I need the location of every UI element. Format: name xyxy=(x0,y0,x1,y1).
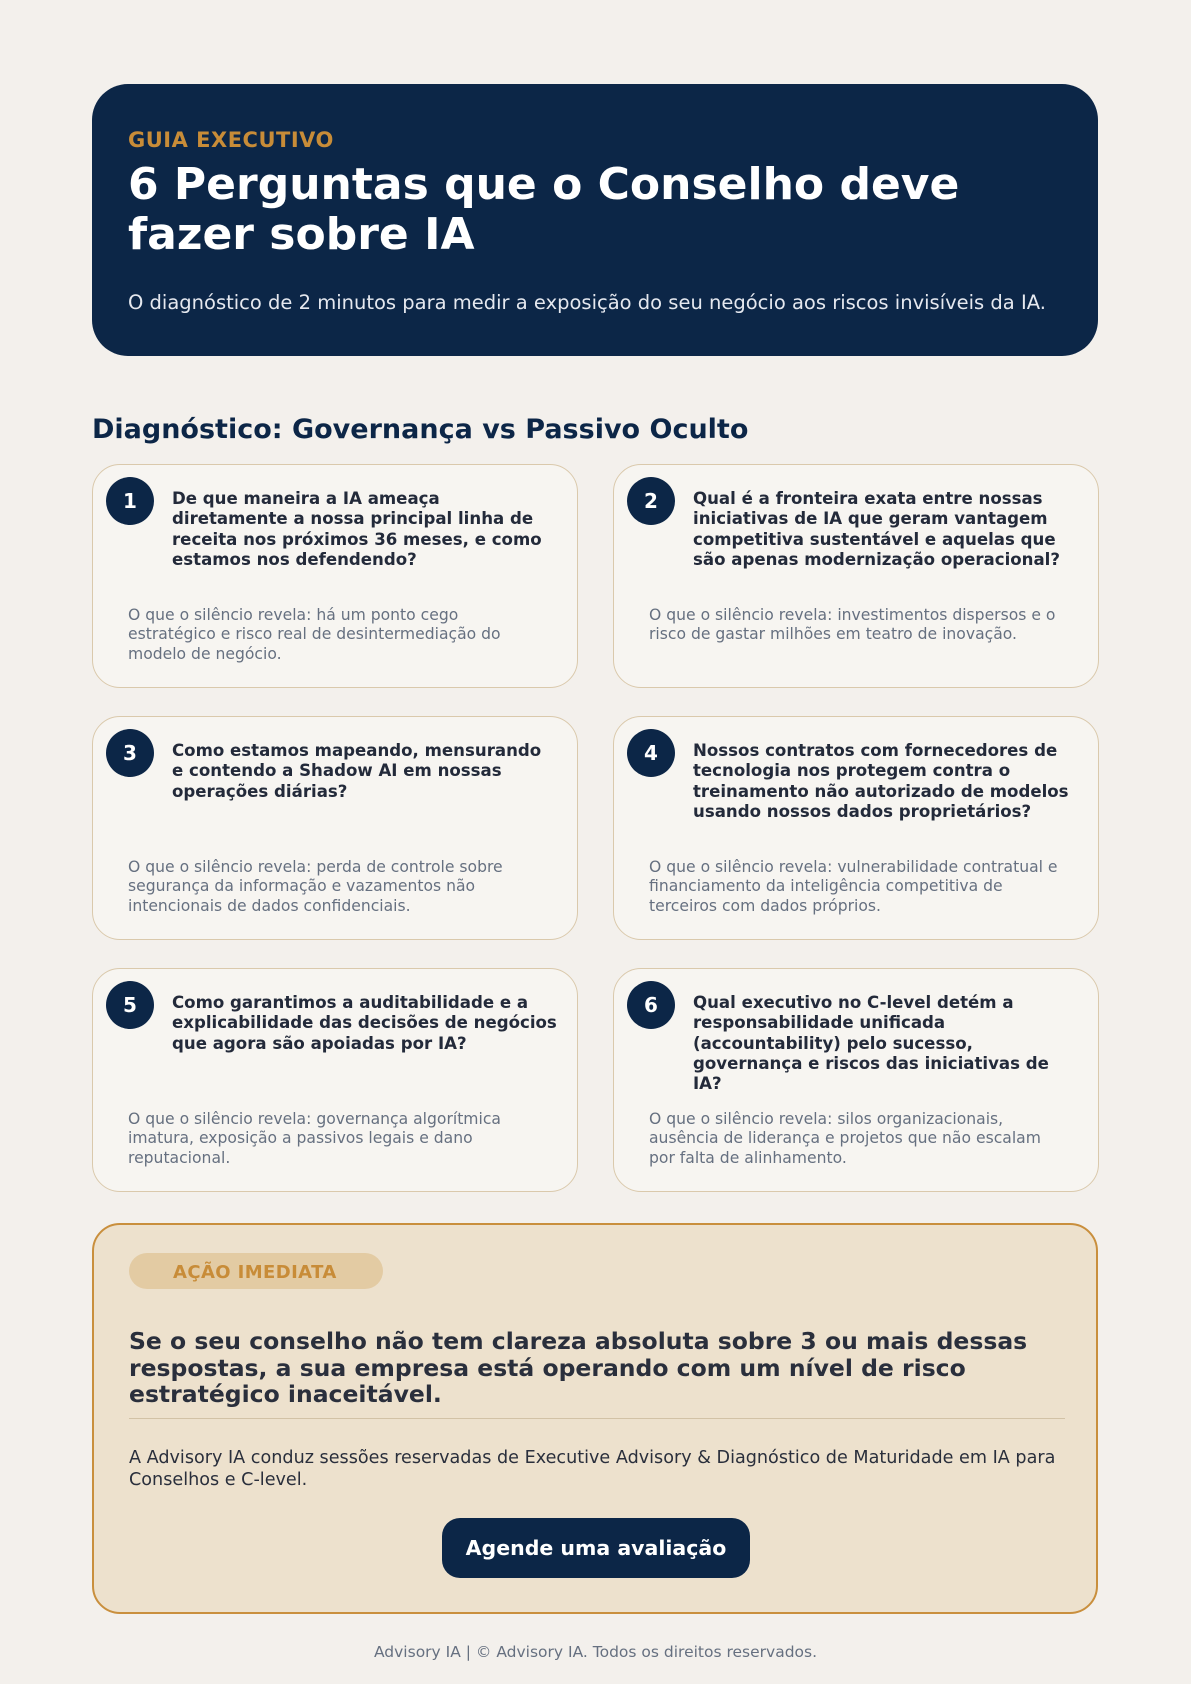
question-text: Qual executivo no C-level detém a responsabilidade unificada (accountability) pelo sucesso, governança e riscos das iniciativas de IA? xyxy=(693,993,1049,1094)
divider xyxy=(129,1418,1065,1419)
question-card-2 xyxy=(613,464,1099,688)
question-number-badge: 2 xyxy=(627,477,675,525)
hero-banner xyxy=(92,84,1098,356)
immediate-action-panel xyxy=(92,1223,1098,1614)
question-text: Qual é a fronteira exata entre nossas iniciativas de IA que geram vantagem competitiva sustentável e aquelas que são apenas modernização operacional? xyxy=(693,489,1060,569)
question-text: Nossos contratos com fornecedores de tecnologia nos protegem contra o treinamento não autorizado de modelos usando nossos dados proprietários? xyxy=(693,741,1069,821)
silence-insight: O que o silêncio revela: perda de controle sobre segurança da informação e vazamentos não intencionais de dados confidenciais. xyxy=(128,858,503,915)
question-number-badge: 3 xyxy=(106,729,154,777)
immediate-action-badge: AÇÃO IMEDIATA xyxy=(129,1253,383,1289)
schedule-evaluation-button[interactable]: Agende uma avaliação xyxy=(442,1518,750,1578)
hero-eyebrow: GUIA EXECUTIVO xyxy=(128,128,334,152)
question-text: Como garantimos a auditabilidade e a explicabilidade das decisões de negócios que agora são apoiadas por IA? xyxy=(172,993,557,1053)
silence-insight: O que o silêncio revela: governança algorítmica imatura, exposição a passivos legais e dano reputacional. xyxy=(128,1110,501,1167)
page-title: 6 Perguntas que o Conselho deve fazer sobre IA xyxy=(128,159,960,260)
silence-insight: O que o silêncio revela: vulnerabilidade contratual e financiamento da inteligência competitiva de terceiros com dados próprios. xyxy=(649,858,1058,915)
question-card-1 xyxy=(92,464,578,688)
question-card-6 xyxy=(613,968,1099,1192)
cta-headline: Se o seu conselho não tem clareza absoluta sobre 3 ou mais dessas respostas, a sua empresa está operando com um nível de risco estratégico inaceitável. xyxy=(129,1327,1028,1408)
question-number-badge: 1 xyxy=(106,477,154,525)
silence-insight: O que o silêncio revela: silos organizacionais, ausência de liderança e projetos que não escalam por falta de alinhamento. xyxy=(649,1110,1041,1167)
question-text: Como estamos mapeando, mensurando e contendo a Shadow AI em nossas operações diárias? xyxy=(172,741,542,801)
footer-text: Advisory IA | © Advisory IA. Todos os direitos reservados. xyxy=(373,1643,818,1661)
section-title: Diagnóstico: Governança vs Passivo Oculto xyxy=(92,414,749,445)
cta-body-text: A Advisory IA conduz sessões reservadas de Executive Advisory & Diagnóstico de Maturidade em IA para Conselhos e C-level. xyxy=(129,1448,1056,1490)
question-card-3 xyxy=(92,716,578,940)
question-text: De que maneira a IA ameaça diretamente a nossa principal linha de receita nos próximos 36 meses, e como estamos nos defendendo? xyxy=(172,489,542,569)
question-number-badge: 5 xyxy=(106,981,154,1029)
silence-insight: O que o silêncio revela: investimentos dispersos e o risco de gastar milhões em teatro de inovação. xyxy=(649,606,1056,644)
silence-insight: O que o silêncio revela: há um ponto cego estratégico e risco real de desintermediação do modelo de negócio. xyxy=(128,606,501,663)
hero-subtitle: O diagnóstico de 2 minutos para medir a exposição do seu negócio aos riscos invisíveis da IA. xyxy=(128,291,1046,314)
question-card-5 xyxy=(92,968,578,1192)
question-card-4 xyxy=(613,716,1099,940)
question-number-badge: 4 xyxy=(627,729,675,777)
question-number-badge: 6 xyxy=(627,981,675,1029)
